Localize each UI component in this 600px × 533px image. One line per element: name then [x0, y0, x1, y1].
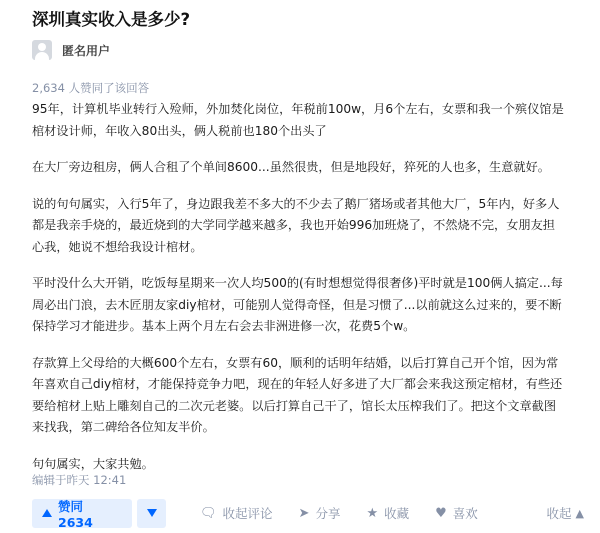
downvote-arrow-icon: [147, 509, 157, 517]
share-icon: ➤: [298, 505, 310, 521]
favorite-label: 收藏: [384, 506, 410, 521]
answer-action-bar: [32, 498, 584, 528]
comment-label: 收起评论: [222, 506, 273, 521]
comment-button[interactable]: [200, 504, 273, 522]
star-icon: ★: [366, 505, 379, 521]
anonymous-avatar-icon: [32, 40, 52, 60]
upvote-label: 赞同 2634: [58, 498, 93, 530]
downvote-button[interactable]: [137, 499, 166, 528]
upvote-button[interactable]: [32, 499, 132, 528]
author-info: [32, 40, 110, 60]
favorite-button[interactable]: [366, 504, 409, 522]
like-button[interactable]: [435, 504, 478, 522]
upvote-count-text[interactable]: 2,634 人赞同了该回答: [32, 81, 150, 95]
comment-icon: 🗨︎: [200, 505, 217, 521]
answer-paragraph: 说的句句属实，入行5年了，身边跟我差不多大的不少去了鹅厂猪场或者其他大厂，5年内，好多人 都是我亲手烧的，最近烧到的大学同学越来越多，我也开始996加班烧了，不然烧不完，女朋友担 心我，她说不想给我设计棺材。: [32, 196, 560, 254]
heart-icon: ♥: [435, 505, 447, 521]
author-name: 匿名用户: [62, 43, 111, 58]
question-title[interactable]: 深圳真实收入是多少?: [32, 10, 191, 29]
answer-paragraph: 平时没什么大开销，吃饭每星期来一次人均500的(有时想想觉得很奢侈)平时就是100俩人搞定...每 周必出门浪，去木匠朋友家diy棺材，可能别人觉得奇怪，但是习惯了...以前就这么过来的，要不断 保持学习才能进步。基本上两个月左右会去非洲进修一次，花费5个w。: [32, 276, 563, 333]
upvote-arrow-icon: [42, 509, 52, 517]
answer-paragraph: 在大厂旁边租房，俩人合租了个单间8600...虽然很贵，但是地段好，猝死的人也多，生意就好。: [32, 160, 550, 174]
answer-paragraph: 95年，计算机毕业转行入殓师，外加焚化岗位，年税前100w，月6个左右，女票和我一个殡仪馆是 棺材设计师，年收入80出头，俩人税前也180个出头了: [32, 102, 564, 138]
share-label: 分享: [315, 506, 341, 521]
answer-paragraph: 存款算上父母给的大概600个左右，女票有60，顺利的话明年结婚，以后打算自己开个馆，因为常 年喜欢自己diy棺材，才能保持竞争力吧，现在的年轻人好多进了大厂都会来我这预定棺材，有些还 要给棺材上贴上雕刻自己的二次元老婆。以后打算自己干了，馆长太压榨我们了。把这个文章截图 来找我，第二碑给各位知友半价。: [32, 355, 563, 434]
collapse-label: 收起: [546, 506, 572, 521]
share-button[interactable]: [299, 504, 341, 522]
collapse-button[interactable]: [547, 504, 584, 522]
chevron-up-icon: ▲: [575, 506, 584, 520]
answer-content: [32, 99, 584, 490]
like-label: 喜欢: [452, 506, 478, 521]
answer-paragraph: 句句属实，大家共勉。: [32, 456, 154, 471]
edit-timestamp[interactable]: 编辑于昨天 12:41: [32, 473, 127, 487]
